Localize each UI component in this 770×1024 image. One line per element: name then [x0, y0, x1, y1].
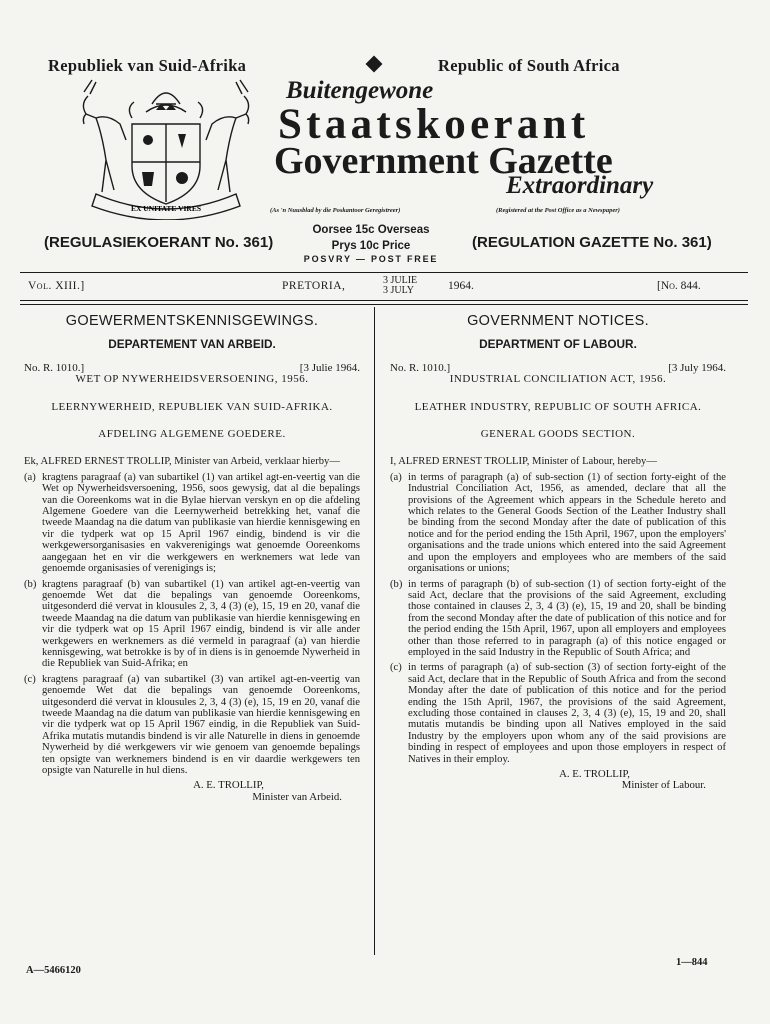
top-rule — [20, 272, 748, 273]
date-af: 3 JULIE — [383, 275, 418, 286]
buitengewone-title: Buitengewone — [286, 77, 434, 104]
regulation-gazette-af: (REGULASIEKOERANT No. 361) — [44, 234, 274, 251]
post-free: POSVRY — POST FREE — [303, 254, 439, 264]
clause-label: (c) — [24, 673, 36, 685]
column-heading-en: GOVERNMENT NOTICES. — [467, 313, 649, 329]
staatskoerant-title: Staatskoerant — [278, 101, 590, 148]
clause-text: kragtens paragraaf (a) van subartikel (1) van artikel agt-en-veertig van die Wet op Nywerheidsversoening, 1956, soos gewysig, dat al die bepalings van die Ooreenkoms wat in die Bylae hiervan verskyn en op die afdeling Algemene Goedere van die Leernywerheid betrekking het, vanaf die tweede Maandag na die datum van publikasie van hierdie kennisgewing en vir die tydperk wat op 15 April 1967 eindig, bindend is vir die werkgewersorganisasies en vakverenigings wat genoemde Ooreenkoms aangegaan het en vir die werkgewers en werknemers wat lede van genoemde organisasies of verenigings is; — [42, 471, 360, 575]
intro-en: I, ALFRED ERNEST TROLLIP, Minister of Labour, hereby— — [390, 456, 657, 468]
price: Prys 10c Price — [331, 240, 411, 252]
crest-motto: EX UNITATE VIRES — [130, 204, 202, 213]
print-code-right: 1—844 — [676, 957, 708, 968]
department-af: DEPARTEMENT VAN ARBEID. — [108, 337, 276, 352]
bottom-rule-2 — [20, 304, 748, 305]
act-title-af: WET OP NYWERHEIDSVERSOENING, 1956. — [75, 373, 309, 386]
clause-text: kragtens paragraaf (a) van subartikel (3) van artikel agt-en-veertig van genoemde Wet dat die bepalings van genoemde Ooreenkoms, uitgesonderd dié vervat in klousules 2, 3, 4 (3) (e), 15, 19 en 20, vanaf die tweede Maandag na die datum van publikasie van hierdie kennisgewing en vir die tydperk wat op 15 April 1967 eindig, in die Republiek van Suid-Afrika mutatis mutandis bindend is vir alle Naturelle in diens in genoemde Nywerheid by dié werkgewers vir wie genoem van genoemde bepalings ten opsigte van werknemers bindend is en vir daardie werkgewers ten opsigte van Naturelle in hul diens. — [42, 673, 360, 776]
print-code-left: A—5466120 — [26, 965, 81, 976]
notice-number-en: No. R. 1010.] — [390, 361, 451, 374]
clause-label: (a) — [24, 471, 36, 483]
notice-date-en: [3 July 1964. — [668, 361, 726, 374]
industry-en: LEATHER INDUSTRY, REPUBLIC OF SOUTH AFRICA. — [414, 400, 702, 413]
clause-label: (c) — [390, 662, 402, 674]
intro-af: Ek, ALFRED ERNEST TROLLIP, Minister van Arbeid, verklaar hierby— — [24, 456, 340, 468]
section-af: AFDELING ALGEMENE GOEDERE. — [98, 428, 286, 441]
clause-a-en — [390, 472, 726, 575]
diamond-icon — [366, 56, 383, 73]
year: 1964. — [448, 280, 474, 292]
bottom-rule — [20, 300, 748, 301]
clause-text: in terms of paragraph (b) of sub-section (1) of section forty-eight of the said Act, declare that the provisions of the said Agreement, excluding those contained in clauses 2, 3, 4 (3) (e), 15, 19 and 20, shall be binding from the second Monday after the date of publication of this notice and for the period ending the 15th April, 1967, upon all employers and employees other than those referred to in paragraph (a) of this notice engaged or employed in the said Industry in the Republic of South Africa; and — [408, 578, 726, 658]
signatory-en: A. E. TROLLIP, — [559, 768, 630, 780]
coat-of-arms-icon — [62, 74, 270, 220]
volume: Vol. XIII.] — [28, 280, 85, 292]
signature-af — [24, 780, 360, 803]
column-heading-af: GOEWERMENTSKENNISGEWINGS. — [65, 313, 319, 329]
regulation-gazette-en: (REGULATION GAZETTE No. 361) — [472, 234, 712, 251]
clause-c-en — [390, 662, 726, 765]
clause-b-en — [390, 579, 726, 659]
republic-af: Republiek van Suid-Afrika — [48, 56, 247, 75]
clause-label: (a) — [390, 471, 402, 483]
afrikaans-column — [24, 313, 360, 803]
price-overseas: Oorsee 15c Overseas — [312, 224, 430, 236]
column-divider — [374, 307, 375, 955]
signatory-title-af: Minister van Arbeid. — [252, 790, 342, 803]
english-column — [390, 313, 726, 792]
clause-text: in terms of paragraph (a) of sub-section (1) of section forty-eight of the Industrial Conciliation Act, 1956, as amended, declare that all the provisions of the Agreement which appears in the Schedule hereto and which relates to the General Goods Section of the Leather Industry shall be binding from the second Monday after the date of publication of this notice and for the period ending the 15th April, 1967, upon the employers' organisations and the trade unions which entered into the said Agreement and upon the employers and employees who are members of the said organisations or unions; — [408, 471, 726, 575]
act-title-en: INDUSTRIAL CONCILIATION ACT, 1956. — [449, 373, 667, 386]
issue-dates — [383, 276, 417, 296]
post-registration-en: (Registered at the Post Office as a Newspaper) — [496, 207, 620, 214]
republic-en: Republic of South Africa — [438, 56, 620, 75]
clause-text: kragtens paragraaf (b) van subartikel (1) van artikel agt-en-veertig van genoemde Wet dat die bepalings van genoemde Ooreenkoms, uitgesonderd dié vervat in klousules 2, 3, 4 (3) (e), 15, 19 en 20, vanaf die tweede Maandag na die datum van publikasie van hierdie kennisgewing en vir die tydperk wat op 15 April 1967 eindig, bindend is vir alle ander werkgewers en werknemers as dié vermeld in paragraaf (a) van hierdie kennisgewing, wat betrokke is by of in diens is in genoemde Nywerheid in die Republiek van Suid-Afrika; en — [42, 578, 360, 670]
government-gazette-title: Government Gazette — [274, 140, 613, 182]
post-registration-af: (As 'n Nuusblad by die Poskantoor Geregistreer) — [270, 207, 401, 214]
extraordinary-title: Extraordinary — [506, 172, 654, 199]
date-en: 3 JULY — [383, 285, 414, 296]
clause-text: in terms of paragraph (a) of sub-section (3) of section forty-eight of the said Act, declare that in the Republic of South Africa and from the second Monday after the date of publication of this notice and for the period ending the 15th April, 1967, the provisions of the said Agreement, excluding those contained in clauses 2, 3, 4 (3) (e), 15, 19 and 20, shall mutatis mutandis be binding upon all Natives employed in the said Industry by the employers upon whom any of the said provisions are binding in respect of employees and upon those employers in respect of Natives in their employ. — [408, 662, 726, 765]
industry-af: LEERNYWERHEID, REPUBLIEK VAN SUID-AFRIKA. — [51, 400, 333, 413]
signatory-title-en: Minister of Labour. — [621, 779, 706, 792]
signatory-af: A. E. TROLLIP, — [193, 779, 264, 792]
city: PRETORIA, — [282, 280, 346, 292]
clause-c-af — [24, 674, 360, 777]
department-en: DEPARTMENT OF LABOUR. — [479, 337, 637, 352]
clause-b-af — [24, 579, 360, 670]
clause-label: (b) — [390, 578, 403, 590]
section-en: GENERAL GOODS SECTION. — [480, 428, 636, 441]
signature-en — [390, 769, 726, 792]
notice-number-af: No. R. 1010.] — [24, 361, 85, 374]
clause-label: (b) — [24, 578, 37, 590]
notice-date-af: [3 Julie 1964. — [299, 361, 360, 374]
issue-number: [No. 844. — [657, 280, 701, 292]
clause-a-af — [24, 472, 360, 575]
